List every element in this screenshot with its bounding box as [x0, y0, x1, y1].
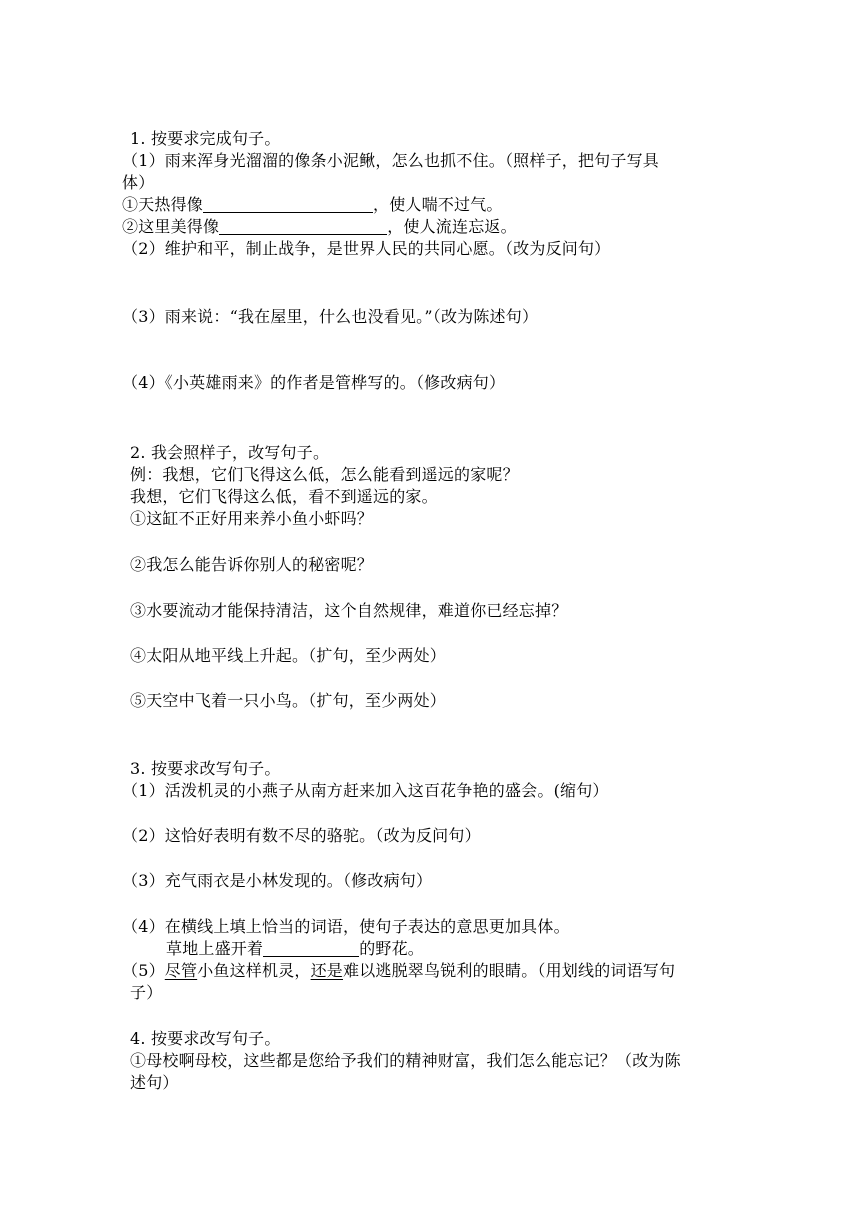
s2-example: 例：我想，它们飞得这么低，怎么能看到遥远的家呢？ [130, 465, 519, 484]
s4-item-1-line2: 述句） [130, 1073, 179, 1092]
section-3-heading: 3. 按要求改写句子。 [130, 759, 281, 778]
s1-q2: （2）维护和平，制止战争，是世界人民的共同心愿。（改为反问句） [122, 239, 611, 258]
s3-q2: （2）这恰好表明有数不尽的骆驼。（改为反问句） [122, 826, 481, 845]
s3-q5-mid: 小鱼这样机灵， [197, 961, 311, 980]
s3-q3: （3）充气雨衣是小林发现的。（修改病句） [122, 871, 433, 890]
s2-item-2: ②我怎么能告诉你别人的秘密呢？ [130, 555, 374, 574]
s3-q4-post: 的野花。 [359, 939, 425, 958]
section-4-heading: 4. 按要求改写句子。 [130, 1029, 281, 1048]
s3-q5-line2: 子） [130, 983, 163, 1002]
s2-item-1: ①这缸不正好用来养小鱼小虾吗？ [130, 509, 374, 528]
s1-q1-b [122, 216, 732, 238]
s2-item-4: ④太阳从地平线上升起。（扩句，至少两处） [130, 646, 447, 665]
s1-q1-a-post: ，使人喘不过气。 [373, 195, 503, 214]
s3-q1: （1）活泼机灵的小燕子从南方赶来加入这百花争艳的盛会。(缩句） [122, 781, 609, 800]
s2-item-5: ⑤天空中飞着一只小鸟。（扩句，至少两处） [130, 691, 447, 710]
fill-blank[interactable] [203, 196, 373, 213]
s3-q4: （4）在横线上填上恰当的词语，使句子表达的意思更加具体。 [122, 917, 570, 936]
s1-q3: （3）雨来说：“我在屋里，什么也没看见。”（改为陈述句） [122, 307, 539, 326]
s1-q1-line1: （1）雨来浑身光溜溜的像条小泥鳅，怎么也抓不住。（照样子，把句子写具 [122, 151, 659, 170]
s2-example-answer: 我想，它们飞得这么低，看不到遥远的家。 [130, 487, 438, 506]
s3-q4-pre: 草地上盛开着 [166, 939, 264, 958]
fill-blank[interactable] [219, 218, 387, 235]
section-2-heading: 2. 我会照样子，改写句子。 [130, 443, 330, 462]
s1-q1-a-pre: ①天热得像 [122, 195, 204, 214]
s2-item-3: ③水要流动才能保持清洁，这个自然规律，难道你已经忘掉？ [130, 601, 568, 620]
s1-q1-line2: 体） [122, 173, 155, 192]
s3-q4-sentence [166, 938, 776, 960]
s1-q1-a [122, 194, 732, 216]
s3-q5-line1 [122, 960, 732, 982]
s3-q5-tail: 难以逃脱翠鸟锐利的眼睛。（用划线的词语写句 [343, 961, 676, 980]
s1-q4: （4）《小英雄雨来》的作者是管桦写的。（修改病句） [122, 373, 506, 392]
s4-item-1-line1: ①母校啊母校，这些都是您给予我们的精神财富，我们怎么能忘记？（改为陈 [130, 1051, 681, 1070]
s1-q1-b-pre: ②这里美得像 [122, 217, 220, 236]
s1-q1-b-post: ，使人流连忘返。 [387, 217, 517, 236]
s3-q5-underlined-word-2: 还是 [310, 961, 343, 980]
fill-blank[interactable] [263, 940, 359, 957]
section-1-heading: 1. 按要求完成句子。 [130, 129, 281, 148]
s3-q5-underlined-word-1: 尽管 [164, 961, 198, 980]
s3-q5-prefix: （5） [122, 961, 165, 980]
